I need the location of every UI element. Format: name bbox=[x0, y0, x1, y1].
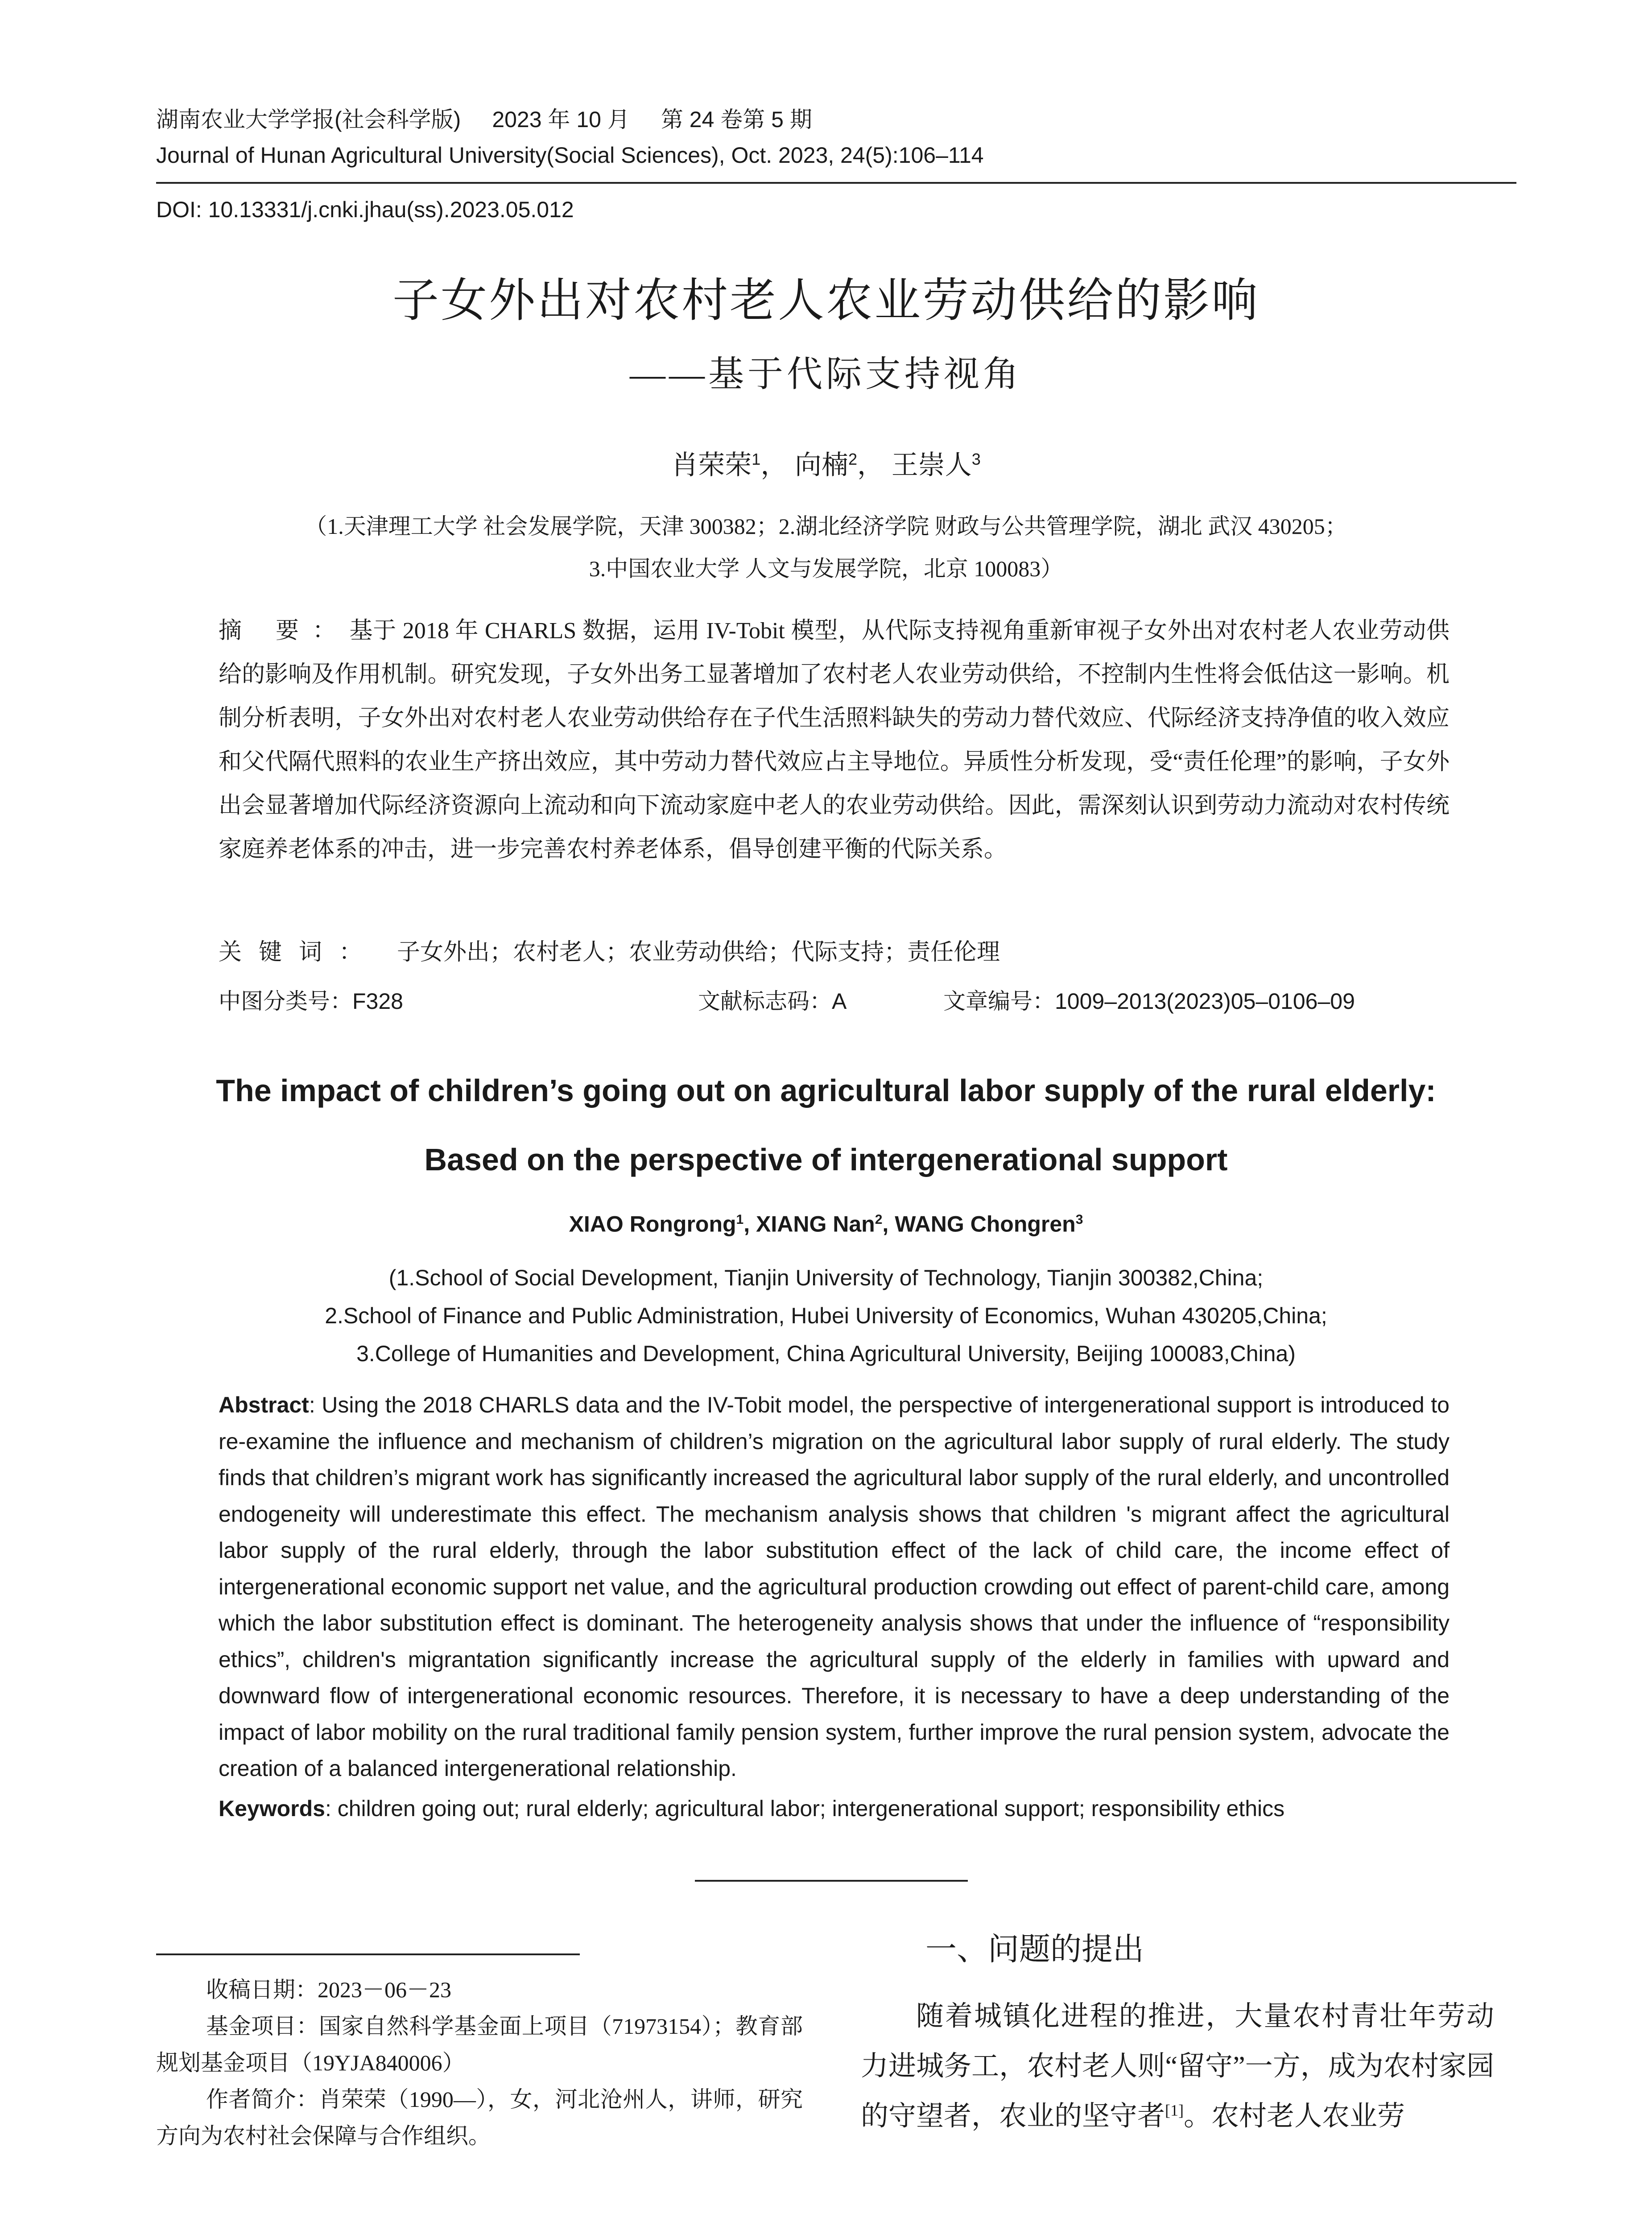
author-name: 王崇人 bbox=[891, 450, 972, 480]
section-heading: 一、问题的提出 bbox=[925, 1932, 1144, 1966]
separator-rule bbox=[695, 1880, 968, 1882]
authors-cn: 肖荣荣$^1$， 向楠$^2$， 王崇人$^3$ bbox=[671, 450, 981, 480]
author-sup: 3 bbox=[1075, 1212, 1083, 1227]
author-sup: 2 bbox=[875, 1212, 883, 1227]
clc-number: 中图分类号：F328 bbox=[219, 989, 403, 1014]
subtitle-en: Based on the perspective of intergenerational support bbox=[424, 1142, 1228, 1177]
author-name: XIANG Nan bbox=[756, 1211, 875, 1237]
citation-ref[interactable]: [1] bbox=[1165, 2101, 1184, 2119]
footnote-rule bbox=[156, 1953, 580, 1955]
affiliation-cn: （1.天津理工大学 社会发展学院，天津 300382；2.湖北经济学院 财政与公共管理学院，湖北 武汉 430205； bbox=[305, 514, 1347, 539]
authors-en: XIAO Rongrong$^1$, XIANG Nan$^2$, WANG Chongren$^3$ bbox=[569, 1211, 1083, 1237]
issue-date-cn: 2023 年 10 月 bbox=[492, 107, 630, 132]
body-text: 随着城镇化进程的推进，大量农村青壮年劳动力进城务工，农村老人则“留守”一方，成为农村家园的守望者，农业的坚守者 bbox=[861, 2001, 1494, 2131]
volume-issue-cn: 第 24 卷第 5 期 bbox=[661, 107, 812, 132]
body-paragraph bbox=[861, 1991, 1494, 2141]
abstract-cn-text: 基于 2018 年 CHARLS 数据，运用 IV-Tobit 模型，从代际支持视角重新审视子女外出对农村老人农业劳动供给的影响及作用机制。研究发现，子女外出务工显著增加了农村老人农业劳动供给，不控制内生性将会低估这一影响。机制分析表明，子女外出对农村老人农业劳动供给存在子代生活照料缺失的劳动力替代效应、代际经济支持净值的收入效应和父代隔代照料的农业生产挤出效应，其中劳动力替代效应占主导地位。异质性分析发现，受“责任伦理”的影响，子女外出会显著增加代际经济资源向上流动和向下流动家庭中老人的农业劳动供给。因此，需深刻认识到劳动力流动对农村传统家庭养老体系的冲击，进一步完善农村养老体系，倡导创建平衡的代际关系。 bbox=[219, 618, 1450, 862]
keywords-cn-label: 关键词： bbox=[219, 939, 380, 965]
journal-header-en: Journal of Hunan Agricultural University(Social Sciences), Oct. 2023, 24(5):106–114 bbox=[156, 143, 984, 168]
footnote-funding: 基金项目：国家自然科学基金面上项目（71973154）；教育部规划基金项目（19YJA840006） bbox=[156, 2014, 803, 2075]
abstract-en-text: : Using the 2018 CHARLS data and the IV-Tobit model, the perspective of intergenerational support is introduced to re-examine the influence and mechanism of children’s migration on the agricultural labor supply of rural elderly. The study finds that children’s migrant work has significantly increased the agricultural labor supply of the rural elderly, and uncontrolled endogeneity will underestimate this effect. The mechanism analysis shows that children 's migrant affect the agricultural labor supply of the rural elderly, through the labor substitution effect of the lack of child care, the income effect of intergenerational economic support net value, and the agricultural production crowding out effect of parent-child care, among which the labor substitution effect is dominant. The heterogeneity analysis shows that under the influence of “responsibility ethics”, children's migrantation significantly increase the agricultural supply of the elderly in families with upward and downward flow of intergenerational economic resources. Therefore, it is necessary to have a deep understanding of the impact of labor mobility on the rural traditional family pension system, further improve the rural pension system, advocate the creation of a balanced intergenerational relationship. bbox=[219, 1392, 1450, 1781]
keywords-en bbox=[219, 1793, 1450, 1824]
author-sup: 1 bbox=[736, 1212, 744, 1227]
author-sup: 1 bbox=[752, 450, 761, 468]
affiliation-en: (1.School of Social Development, Tianjin University of Technology, Tianjin 300382,China; bbox=[388, 1265, 1264, 1290]
keywords-en-label: Keywords bbox=[219, 1796, 325, 1821]
footnote-received: 收稿日期：2023－06－23 bbox=[206, 1977, 451, 2002]
header-rule bbox=[156, 182, 1516, 184]
author-sup: 2 bbox=[848, 450, 858, 468]
abstract-en-label: Abstract bbox=[219, 1392, 309, 1417]
footnotes bbox=[156, 1971, 803, 2154]
author-name: WANG Chongren bbox=[895, 1211, 1076, 1237]
journal-header-cn bbox=[156, 106, 843, 133]
abstract-cn bbox=[219, 609, 1450, 871]
title-en: The impact of children’s going out on agricultural labor supply of the rural elderly: bbox=[216, 1073, 1436, 1108]
affiliation-en: 3.College of Humanities and Development, China Agricultural University, Beijing 100083,China) bbox=[356, 1341, 1296, 1366]
article-number: 文章编号：1009–2013(2023)05–0106–09 bbox=[943, 989, 1355, 1014]
footnote-author-bio: 作者简介：肖荣荣（1990—），女，河北沧州人，讲师，研究方向为农村社会保障与合作组织。 bbox=[156, 2087, 803, 2148]
keywords-cn-text: 子女外出；农村老人；农业劳动供给；代际支持；责任伦理 bbox=[397, 940, 1000, 965]
abstract-en bbox=[219, 1387, 1450, 1787]
document-code: 文献标志码：A bbox=[698, 989, 847, 1014]
body-text: 。农村老人农业劳 bbox=[1184, 2101, 1405, 2131]
affiliation-cn: 3.中国农业大学 人文与发展学院，北京 100083） bbox=[589, 556, 1063, 581]
subtitle-cn: ——基于代际支持视角 bbox=[630, 355, 1022, 394]
author-sup: 3 bbox=[971, 450, 981, 468]
author-name: 向楠 bbox=[794, 450, 848, 480]
title-cn: 子女外出对农村老人农业劳动供给的影响 bbox=[392, 275, 1260, 326]
affiliation-en: 2.School of Finance and Public Administration, Hubei University of Economics, Wuhan 430205,China; bbox=[325, 1303, 1327, 1328]
author-name: XIAO Rongrong bbox=[569, 1211, 736, 1237]
keywords-en-text: : children going out; rural elderly; agricultural labor; intergenerational support; responsibility ethics bbox=[325, 1796, 1285, 1821]
journal-name-cn: 湖南农业大学学报(社会科学版) bbox=[156, 107, 461, 132]
author-name: 肖荣荣 bbox=[671, 450, 752, 480]
abstract-cn-label: 摘 要： bbox=[219, 618, 350, 644]
keywords-cn bbox=[219, 934, 1000, 970]
doi: DOI: 10.13331/j.cnki.jhau(ss).2023.05.012 bbox=[156, 197, 574, 222]
